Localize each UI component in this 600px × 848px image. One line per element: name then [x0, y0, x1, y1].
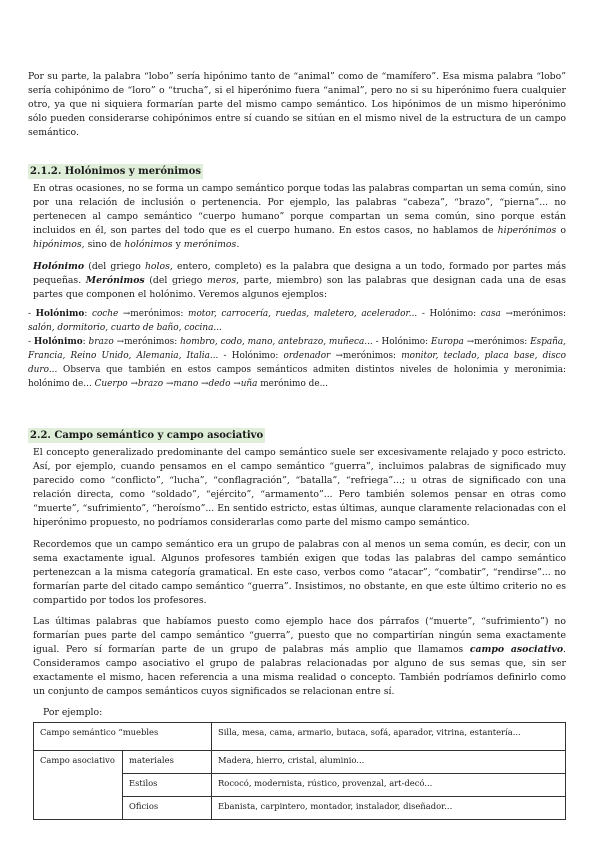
text-run: meros — [207, 275, 237, 286]
text-run: monitor, teclado, placa base, disco duro... — [28, 351, 566, 375]
text-run: hombro, codo, mano, antebrazo, muñeca... — [180, 337, 373, 347]
campo-paragraph-1: El concepto generalizado predominante del campo semántico suele ser excesivamente relajado y poco estricto. Así, por ejemplo, cuando pensamos en el campo semántico “guerra”, incluimos palabras de significado muy parecido como “conflicto”, “lucha”, “conflagración”, “batalla”, “refriega”...; u otras de significado con una relación directa, como “soldado”, “ejército”, “armamento”... Pero también solemos pensar en otras como “muerte”, “sufrimiento”, “heroísmo”... En sentido estricto, estas últimas, aunque claramente relacionadas con el hiperónimo propuesto, no podríamos considerarlas como parte del mismo campo semántico. — [33, 447, 566, 528]
arrow-icon: → — [233, 379, 241, 389]
campo-paragraph-3 — [33, 615, 566, 699]
text-run: Las últimas palabras que habíamos puesto como ejemplo hace dos párrafos (“muerte”, “sufrimiento”) no formarían pues parte del campo semántico “guerra”, puesto que no compartirían ningún sema exactamente igual. Pero sí formarían parte de un grupo de palabras más amplio que llamamos — [33, 616, 566, 655]
text-run: Holónimo — [381, 337, 426, 347]
text-run: En otras ocasiones, no se forma un campo semántico porque todas las palabras compartan un sema común, sino por una relación de inclusión o pertenencia. Por ejemplo, las palabras “cabeza”, “brazo”, “pierna”... no pertenecen al campo semántico “cuerpo humano” porque compartan un sema común, sino porque están incluidos en él, son partes del todo que es el cuerpo humano. En estos casos, no hablamos de — [33, 183, 566, 236]
text-run: hipónimos — [33, 239, 82, 250]
text-run: brazo — [88, 337, 114, 347]
section-heading-holonimos: 2.1.2. Holónimos y merónimos — [30, 166, 201, 177]
text-run: →merónimos: — [466, 337, 528, 347]
table-row — [34, 723, 566, 751]
text-run: holónimos — [124, 239, 173, 250]
example-label: Por ejemplo: — [43, 707, 103, 718]
holonimos-paragraph-1 — [33, 182, 566, 252]
arrow-icon: → — [165, 379, 174, 389]
table-cell: Silla, mesa, cama, armario, butaca, sofá, aparador, vitrina, estantería... — [212, 723, 566, 751]
text-run: dedo — [208, 379, 231, 389]
text-run: Holónimo — [33, 337, 83, 347]
table-cell: Campo semántico “muebles — [34, 723, 212, 751]
table-cell: Rococó, modernista, rústico, provenzal, art-decó... — [212, 774, 566, 797]
text-run: Europa — [431, 337, 464, 347]
text-run: ordenador — [283, 351, 331, 361]
holonimos-examples: - Holónimo: coche →merónimos: motor, carrocería, ruedas, maletero, acelerador... - Holónimo: casa →merónimos: salón, dormitorio, cuarto de baño, cocina... - Holónimo: brazo →merónimos: hombro, codo, mano, antebrazo, muñeca... - Holónimo: Europa →merónimos: España, Francia, Reino Unido, Alemania, Italia... - Holónimo: ordenador →merónimos: monitor, teclado, placa base, disco duro... Observa que también en estos campos semánticos admiten distintos niveles de holonimia y meronimia: holónimo de... Cuerpo →brazo →mano →dedo →uña merónimo de... — [28, 309, 566, 389]
text-run: Cuerpo — [94, 379, 128, 389]
text-run: . Consideramos campo asociativo el grupo de palabras relacionadas por alguno de sus semas que, sin ser exactamente el mismo, hacen referencia a una misma realidad o concepto. También podríamos definirlo como un conjunto de campos semánticos cuyos significados se relacionan entre sí. — [33, 644, 566, 697]
text-run: merónimo de... — [260, 379, 329, 389]
table-cell: Madera, hierro, cristal, aluminio... — [212, 751, 566, 774]
text-run: merónimos — [183, 239, 237, 250]
text-run: Holónimo — [231, 351, 276, 361]
text-run: , parte, miembro) son las palabras que designan cada una de esas partes que componen el holónimo. Veremos algunos ejemplos: — [33, 275, 566, 300]
table-cell: materiales — [123, 751, 212, 774]
table-cell: Ebanista, carpintero, montador, instalador, diseñador... — [212, 797, 566, 820]
text-run: (del griego — [149, 275, 203, 286]
text-run: Holónimo — [35, 309, 85, 319]
text-run: Observa que también en estos campos semánticos admiten distintos niveles de holonimia y meronimia: holónimo de... — [28, 365, 566, 389]
campo-asociativo-table — [33, 722, 566, 820]
text-run: brazo — [137, 379, 164, 389]
text-run: Holónimo — [429, 309, 474, 319]
text-run: uña — [240, 379, 258, 389]
table-cell: Estilos — [123, 774, 212, 797]
text-run: →merónimos: — [122, 309, 184, 319]
campo-paragraph-2: Recordemos que un campo semántico era un grupo de palabras con al menos un sema común, es decir, con un sema exactamente igual. Algunos profesores también exigen que todas las palabras del campo semántico pertenezcan a la misma categoría gramatical. En este caso, verbos como “atacar”, “combatir”, “rendirse”... no formarían parte del citado campo semántico “guerra”. Insistimos, no obstante, en que este último criterio no es compartido por todos los profesores. — [33, 539, 566, 606]
section-heading-campo-asociativo: 2.2. Campo semántico y campo asociativo — [30, 430, 264, 441]
table-row — [34, 751, 566, 774]
text-run: . — [236, 239, 240, 250]
term-meronimos: Merónimos — [85, 275, 145, 286]
text-run: →merónimos: — [335, 351, 397, 361]
text-run: y — [175, 239, 181, 250]
text-run: coche — [91, 309, 119, 319]
text-run: (del griego — [88, 261, 141, 272]
term-campo-asociativo: campo asociativo — [469, 644, 564, 655]
text-run: , entero, completo) es la palabra que designa a un todo, formado por partes más pequeñas. — [33, 261, 566, 286]
text-run: salón, dormitorio, cuarto de baño, cocina... — [28, 323, 222, 333]
term-holonimo: Holónimo — [33, 261, 85, 272]
text-run: holos — [144, 261, 170, 272]
text-run: →merónimos: — [116, 337, 178, 347]
table-cell: Campo asociativo — [34, 751, 123, 820]
text-run: casa — [480, 309, 501, 319]
text-run: →merónimos: — [505, 309, 566, 319]
text-run: motor, carrocería, ruedas, maletero, acelerador... — [188, 309, 418, 319]
text-run: , sino de — [81, 239, 122, 250]
text-run: España, Francia, Reino Unido, Alemania, Italia... — [28, 337, 566, 361]
text-run: mano — [173, 379, 199, 389]
holonimos-paragraph-2 — [33, 260, 566, 302]
table-cell: Oficios — [123, 797, 212, 820]
text-run: hiperónimos — [497, 225, 557, 236]
intro-paragraph: Por su parte, la palabra “lobo” sería hipónimo tanto de “animal” como de “mamífero”. Esa misma palabra “lobo” sería cohipónimo de “loro” o “trucha”, si el hiperónimo fuera “animal”, pero no si su hiperónimo fuera cualquier otro, ya que ni siquiera formarían parte del mismo campo semántico. Los hipónimos de un mismo hiperónimo sólo pueden considerarse cohipónimos entre sí cuando se sitúan en el mismo nivel de la estructura de un campo semántico. — [28, 71, 566, 138]
arrow-icon: → — [130, 379, 138, 389]
text-run: o — [560, 225, 566, 236]
arrow-icon: → — [201, 379, 209, 389]
